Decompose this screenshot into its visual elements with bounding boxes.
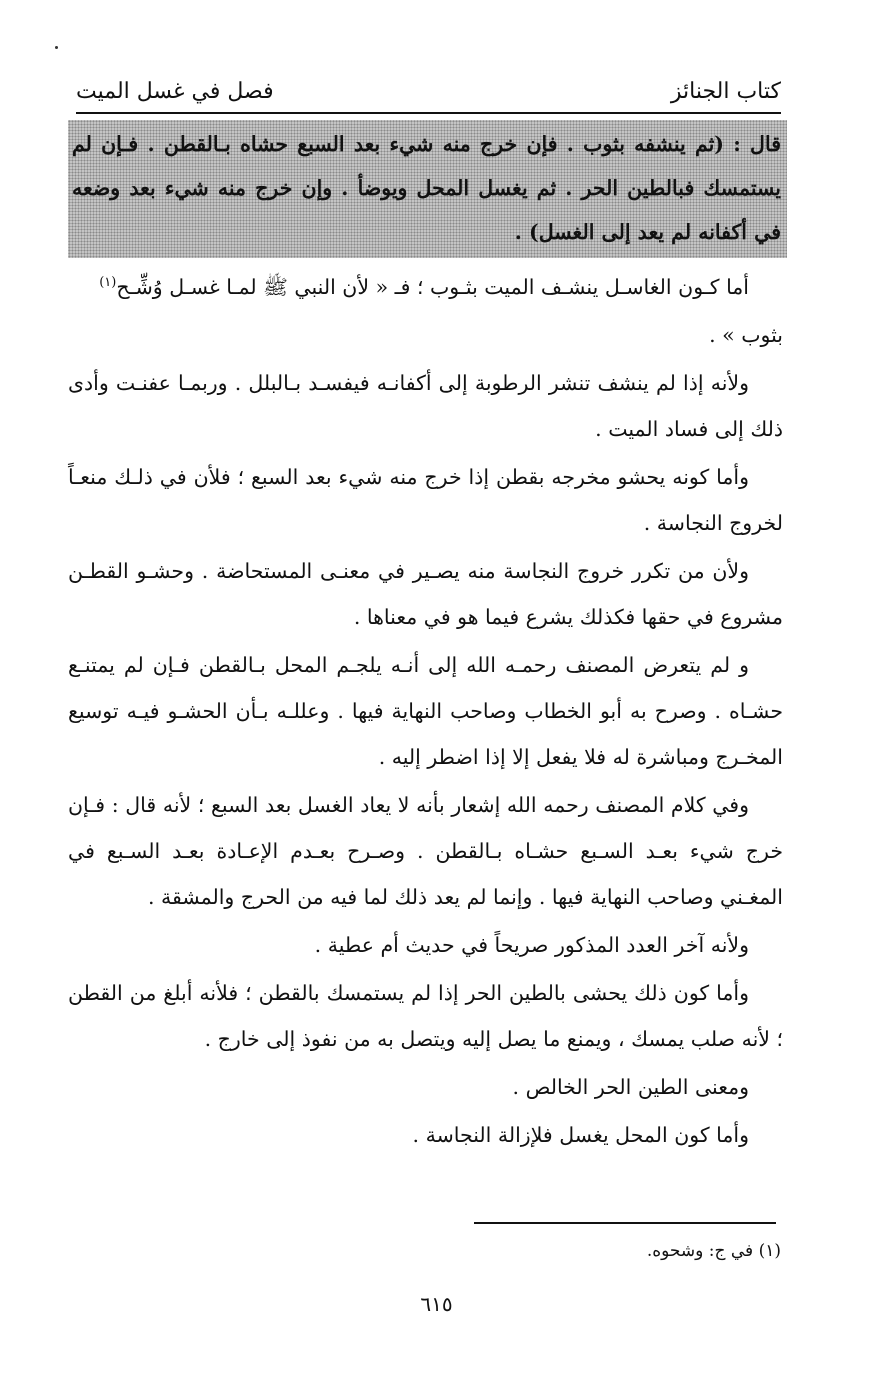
running-header bbox=[76, 66, 781, 106]
header-rule bbox=[76, 112, 781, 114]
paragraph-text: أما كـون الغاسـل ينشـف الميت بثـوب ؛ فـ « لأن النبي ﷺ لمـا غسـل وُشِّـح bbox=[116, 275, 749, 299]
book-title: كتاب الجنائز bbox=[670, 79, 781, 104]
quoted-text: قال : (ثم ينشفه بثوب . فإن خرج منه شيء بعد السبع حشاه بـالقطن . فـإن لم يستمسك فبالطين الحر . ثم يغسل المحل ويوضأ . وإن خرج منه شيء بعد وضعه في أكفانه لم يعد إلى الغسل) . bbox=[72, 132, 781, 244]
scan-speck bbox=[55, 46, 58, 49]
paragraph: و لم يتعرض المصنف رحمـه الله إلى أنـه يلجـم المحل بـالقطن فـإن لم يمتنـع حشـاه . وصرح به أبو الخطاب وصاحب النهاية فيها . وعللـه بـأن الحشـو فيـه توسيع المخـرج ومباشرة له فلا يفعل إلا إذا اضطر إليه . bbox=[68, 653, 783, 769]
paragraph: ولأن من تكرر خروج النجاسة منه يصـير في معنـى المستحاضة . وحشـو القطـن مشروع في حقها فكذلك يشرع فيما هو في معناها . bbox=[68, 559, 783, 629]
chapter-title: فصل في غسل الميت bbox=[76, 79, 274, 104]
commentary-body bbox=[68, 264, 783, 1160]
paragraph: ولأنه إذا لم ينشف تنشر الرطوبة إلى أكفانـه فيفسـد بـالبلل . وربمـا عفنـت وأدى ذلك إلى فساد الميت . bbox=[68, 371, 783, 441]
paragraph: وفي كلام المصنف رحمه الله إشعار بأنه لا يعاد الغسل بعد السبع ؛ لأنه قال : فـإن خرج شيء بعـد السـبع حشـاه بـالقطن . وصـرح بعـدم الإعـادة بعـد السـبع في المغـني وصاحب النهاية فيها . وإنما لم يعد ذلك لما فيه من الحرج والمشقة . bbox=[68, 793, 783, 909]
paragraph: وأما كونه يحشو مخرجه بقطن إذا خرج منه شيء بعد السبع ؛ فلأن في ذلـك منعـاً لخروج النجاسة . bbox=[68, 465, 783, 535]
footnote-reference: (١) bbox=[99, 275, 117, 291]
paragraph: ولأنه آخر العدد المذكور صريحاً في حديث أم عطية . bbox=[314, 933, 749, 957]
paragraph bbox=[68, 264, 783, 310]
footnote-rule bbox=[474, 1222, 776, 1224]
quoted-text-box bbox=[68, 120, 787, 258]
paragraph: وأما كون المحل يغسل فلإزالة النجاسة . bbox=[412, 1123, 749, 1147]
paragraph: بثوب » . bbox=[709, 323, 783, 347]
paragraph: وأما كون ذلك يحشى بالطين الحر إذا لم يستمسك بالقطن ؛ فلأنه أبلغ من القطن ؛ لأنه صلب يمسك ، ويمنع ما يصل إليه ويتصل به من نفوذ إلى خارج . bbox=[68, 981, 783, 1051]
page-number: ٦١٥ bbox=[420, 1292, 453, 1316]
footnote: (١) في ج: وشحوه. bbox=[646, 1241, 781, 1261]
paragraph: ومعنى الطين الحر الخالص . bbox=[512, 1075, 749, 1099]
